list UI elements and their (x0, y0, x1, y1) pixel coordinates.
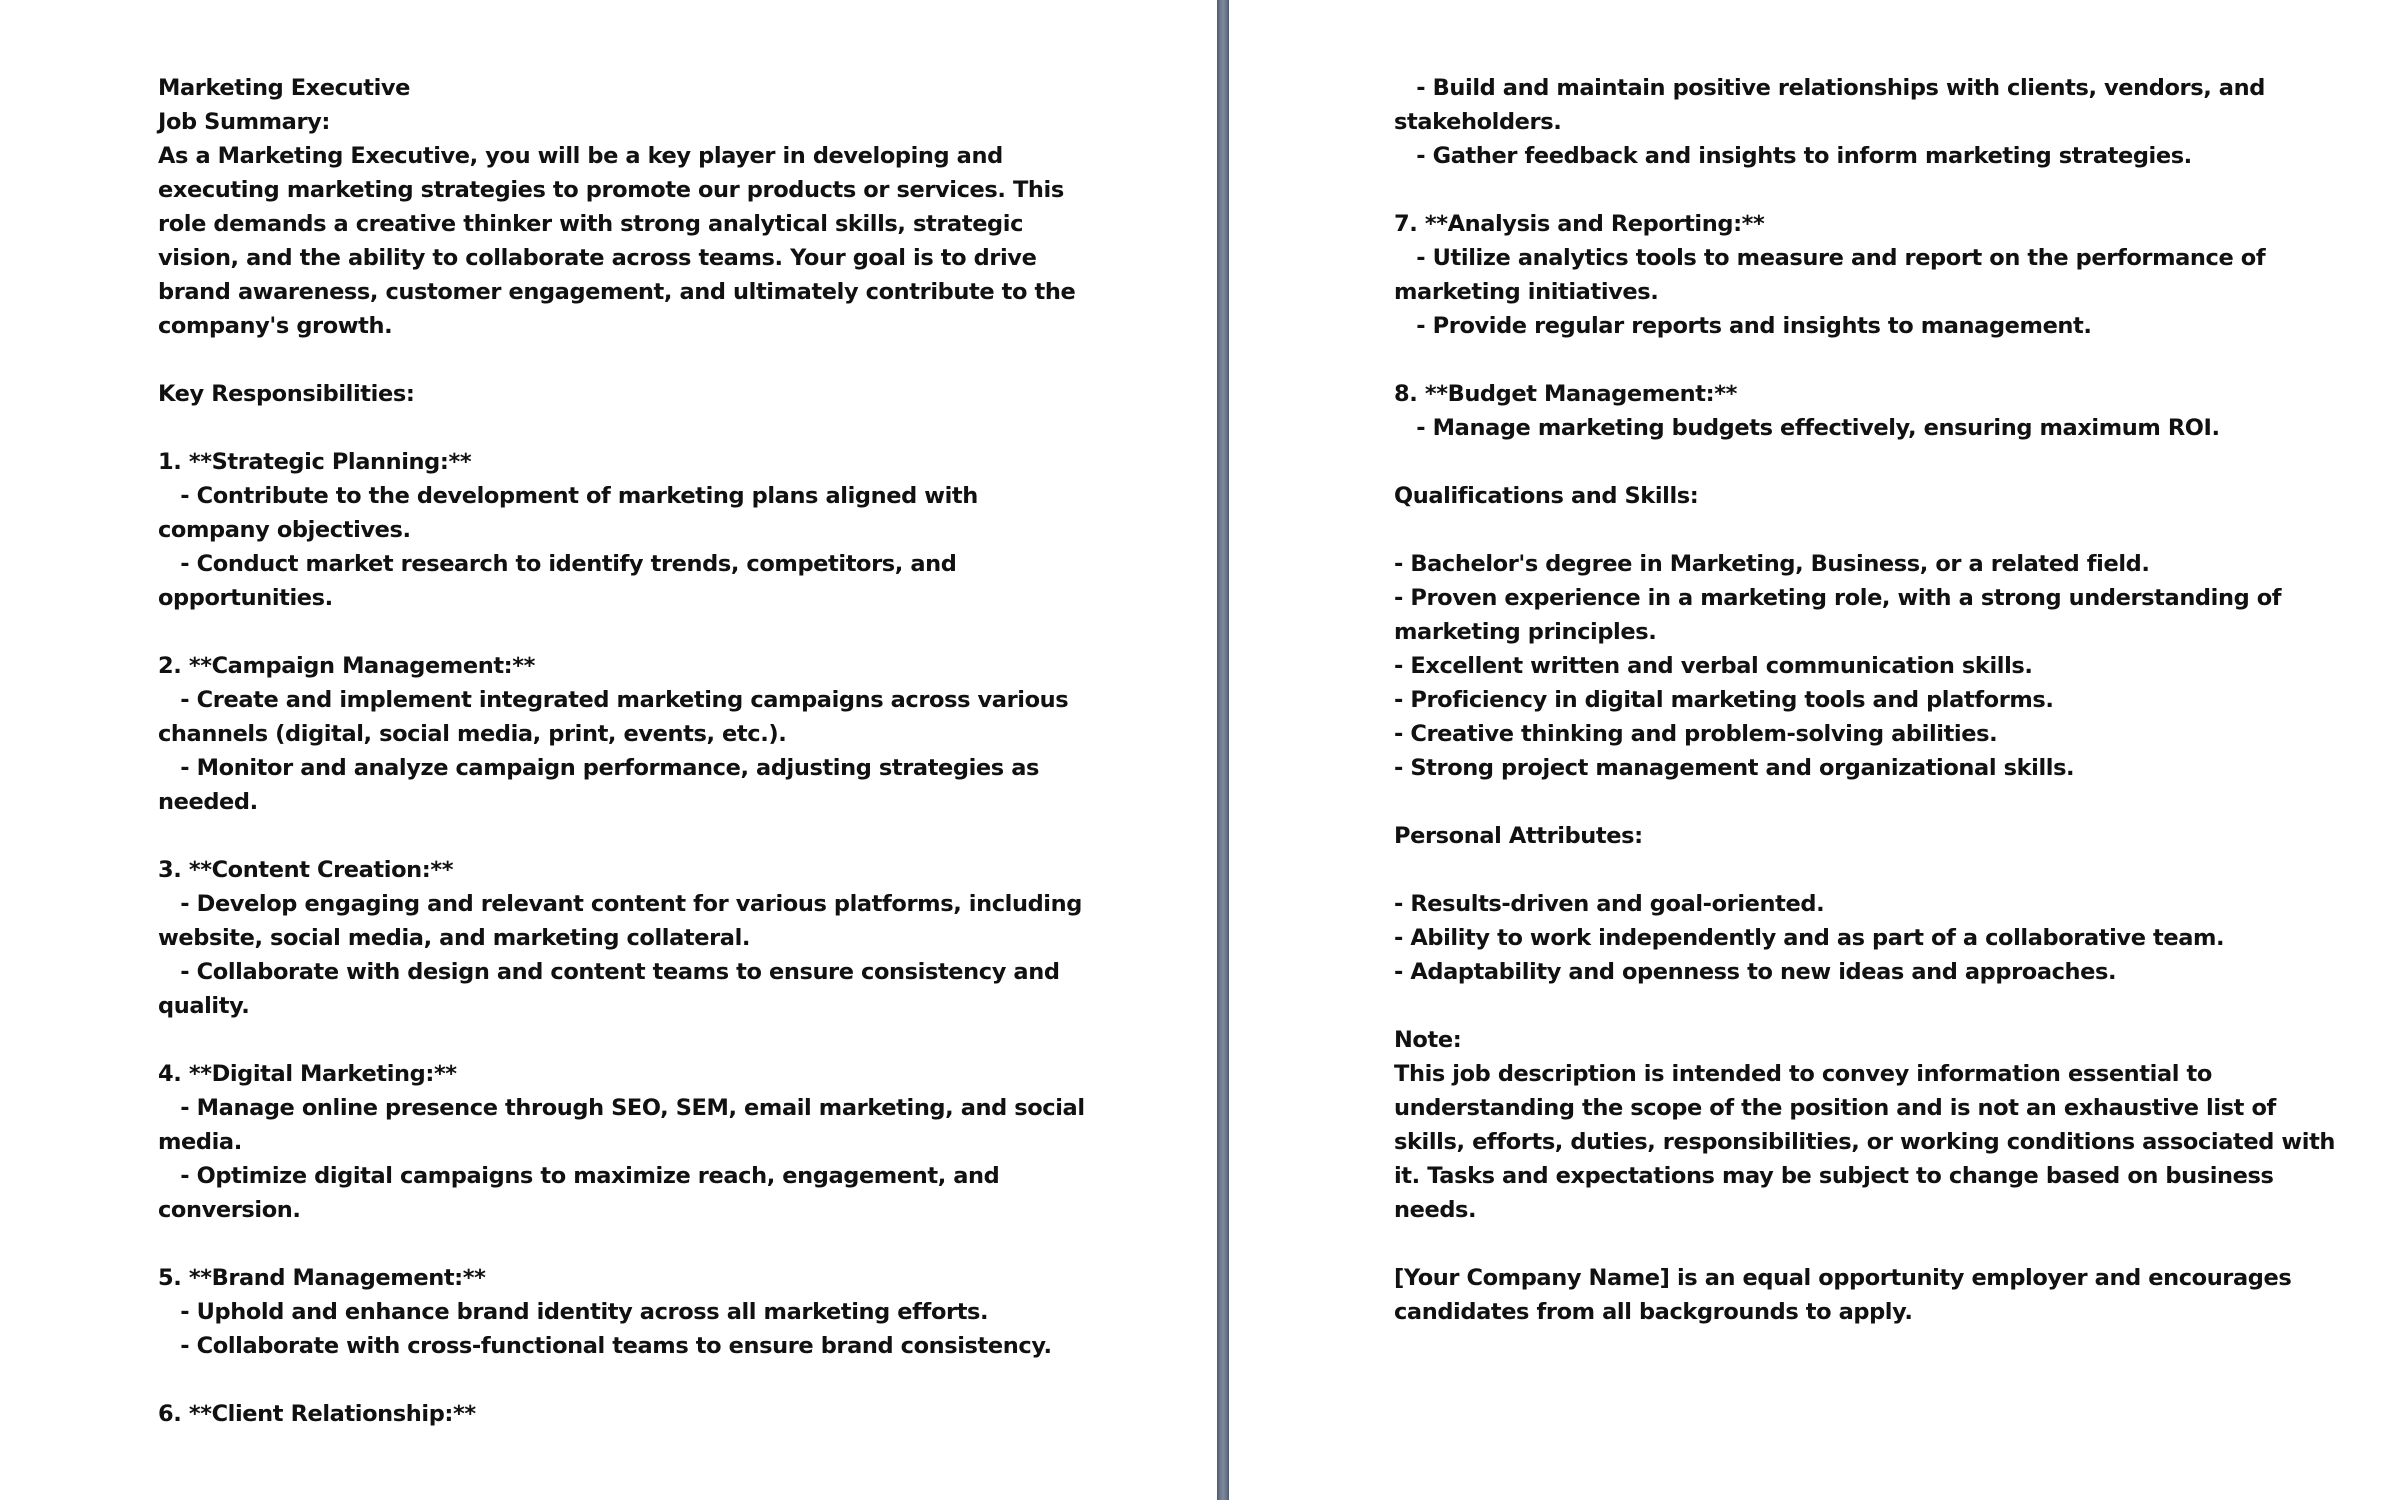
document-title: Marketing Executive (158, 75, 411, 101)
blank-line (158, 819, 1058, 853)
section-heading-analysis-reporting: 7. **Analysis and Reporting:** (1394, 211, 1765, 237)
job-summary-line: role demands a creative thinker with strong analytical skills, strategic (158, 211, 1024, 237)
blank-line (1394, 785, 2334, 819)
blank-line (1394, 989, 2334, 1023)
section-line: marketing initiatives. (1394, 279, 1659, 305)
qualification-line: marketing principles. (1394, 619, 1657, 645)
job-summary-line: brand awareness, customer engagement, and ultimately contribute to the (158, 279, 1076, 305)
section-line: - Manage marketing budgets effectively, ensuring maximum ROI. (1394, 415, 2220, 441)
section-line: - Collaborate with design and content teams to ensure consistency and (158, 959, 1060, 985)
section-line: company objectives. (158, 517, 411, 543)
right-page-text (1394, 71, 2334, 1329)
section-line: conversion. (158, 1197, 301, 1223)
personal-attributes-heading: Personal Attributes: (1394, 823, 1643, 849)
note-line: needs. (1394, 1197, 1477, 1223)
key-responsibilities-heading: Key Responsibilities: (158, 381, 415, 407)
section-line: - Develop engaging and relevant content for various platforms, including (158, 891, 1082, 917)
qualification-line: - Excellent written and verbal communication skills. (1394, 653, 2033, 679)
blank-line (1394, 445, 2334, 479)
section-line: channels (digital, social media, print, events, etc.). (158, 721, 787, 747)
page-gutter (1217, 0, 1229, 1500)
blank-line (1394, 1227, 2334, 1261)
attribute-line: - Results-driven and goal-oriented. (1394, 891, 1825, 917)
qualification-line: - Proven experience in a marketing role, with a strong understanding of (1394, 585, 2282, 611)
section-heading-content-creation: 3. **Content Creation:** (158, 857, 454, 883)
left-page-text (158, 71, 1085, 1431)
qualification-line: - Strong project management and organizational skills. (1394, 755, 2075, 781)
job-summary-line: As a Marketing Executive, you will be a key player in developing and (158, 143, 1003, 169)
section-line: - Utilize analytics tools to measure and report on the performance of (1394, 245, 2266, 271)
qualifications-heading: Qualifications and Skills: (1394, 483, 1699, 509)
blank-line (158, 1023, 1058, 1057)
blank-line (158, 343, 1058, 377)
section-heading-brand-management: 5. **Brand Management:** (158, 1265, 486, 1291)
eeo-statement-line: candidates from all backgrounds to apply. (1394, 1299, 1913, 1325)
section-line: - Conduct market research to identify trends, competitors, and (158, 551, 957, 577)
section-line: - Uphold and enhance brand identity across all marketing efforts. (158, 1299, 989, 1325)
qualification-line: - Bachelor's degree in Marketing, Business, or a related field. (1394, 551, 2150, 577)
qualification-line: - Proficiency in digital marketing tools and platforms. (1394, 687, 2054, 713)
section-heading-budget-management: 8. **Budget Management:** (1394, 381, 1737, 407)
section-line: opportunities. (158, 585, 333, 611)
attribute-line: - Ability to work independently and as part of a collaborative team. (1394, 925, 2225, 951)
blank-line (158, 615, 1058, 649)
section-line: - Provide regular reports and insights to management. (1394, 313, 2092, 339)
job-summary-line: vision, and the ability to collaborate across teams. Your goal is to drive (158, 245, 1037, 271)
job-summary-line: company's growth. (158, 313, 393, 339)
section-line: - Manage online presence through SEO, SEM, email marketing, and social (158, 1095, 1085, 1121)
eeo-statement-line: [Your Company Name] is an equal opportunity employer and encourages (1394, 1265, 2292, 1291)
section-line: quality. (158, 993, 250, 1019)
client-line: - Build and maintain positive relationships with clients, vendors, and (1394, 75, 2265, 101)
job-summary-heading: Job Summary: (158, 109, 331, 135)
section-line: - Optimize digital campaigns to maximize reach, engagement, and (158, 1163, 1000, 1189)
client-line: stakeholders. (1394, 109, 1562, 135)
blank-line (1394, 513, 2334, 547)
section-heading-strategic-planning: 1. **Strategic Planning:** (158, 449, 472, 475)
section-heading-client-relationship: 6. **Client Relationship:** (158, 1401, 476, 1427)
document-page-right (1229, 0, 2400, 1500)
note-line: This job description is intended to convey information essential to (1394, 1061, 2212, 1087)
qualification-line: - Creative thinking and problem-solving abilities. (1394, 721, 1998, 747)
blank-line (1394, 173, 2334, 207)
section-heading-digital-marketing: 4. **Digital Marketing:** (158, 1061, 457, 1087)
blank-line (158, 1363, 1058, 1397)
section-line: - Contribute to the development of marketing plans aligned with (158, 483, 978, 509)
section-line: needed. (158, 789, 258, 815)
section-line: - Collaborate with cross-functional teams to ensure brand consistency. (158, 1333, 1052, 1359)
section-line: - Create and implement integrated marketing campaigns across various (158, 687, 1069, 713)
blank-line (158, 411, 1058, 445)
section-heading-campaign-management: 2. **Campaign Management:** (158, 653, 536, 679)
job-summary-line: executing marketing strategies to promote our products or services. This (158, 177, 1064, 203)
note-line: skills, efforts, duties, responsibilities, or working conditions associated with (1394, 1129, 2336, 1155)
note-line: understanding the scope of the position and is not an exhaustive list of (1394, 1095, 2276, 1121)
note-line: it. Tasks and expectations may be subject to change based on business (1394, 1163, 2274, 1189)
section-line: - Monitor and analyze campaign performance, adjusting strategies as (158, 755, 1039, 781)
note-heading: Note: (1394, 1027, 1462, 1053)
attribute-line: - Adaptability and openness to new ideas and approaches. (1394, 959, 2117, 985)
section-line: website, social media, and marketing collateral. (158, 925, 751, 951)
blank-line (158, 1227, 1058, 1261)
client-line: - Gather feedback and insights to inform marketing strategies. (1394, 143, 2192, 169)
section-line: media. (158, 1129, 242, 1155)
blank-line (1394, 343, 2334, 377)
blank-line (1394, 853, 2334, 887)
